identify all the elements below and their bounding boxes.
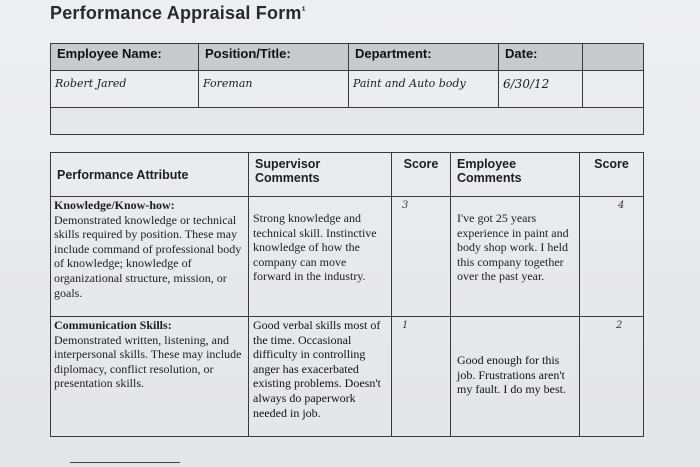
supervisor-comment-cell: Strong knowledge and technical skill. Instinctive knowledge of how the company can move forward in the industry. (249, 197, 392, 317)
info-spacer-row (51, 108, 644, 135)
bottom-rule (70, 462, 180, 463)
supervisor-score-header: Score (392, 153, 451, 197)
attribute-cell-communication (51, 317, 249, 437)
supervisor-comments-header: Supervisor Comments (249, 153, 392, 197)
form-title-text: Performance Appraisal Form (50, 3, 302, 23)
employee-score-header: Score (580, 153, 644, 197)
employee-name-label: Employee Name: (51, 44, 199, 71)
employee-comment-cell: I've got 25 years experience in paint and body shop work. I held this company together over the past year. (451, 197, 580, 317)
table-row (51, 197, 644, 317)
performance-attribute-header: Performance Attribute (51, 153, 249, 197)
department-value: Paint and Auto body (349, 71, 499, 108)
form-title-superscript: ¹ (301, 4, 306, 18)
date-label: Date: (499, 44, 583, 71)
supervisor-comment-cell: Good verbal skills most of the time. Occasional difficulty in controlling anger has exacerbated existing problems. Doesn't always do paperwork needed in job. (249, 317, 392, 437)
attribute-title: Knowledge/Know-how: (54, 198, 175, 212)
info-header-row (51, 44, 644, 71)
employee-score-cell: 2 (580, 317, 644, 437)
department-label: Department: (349, 44, 499, 71)
employee-info-table (50, 43, 644, 135)
info-spacer-cell (51, 108, 644, 135)
info-value-row (51, 71, 644, 108)
attribute-description: Demonstrated written, listening, and interpersonal skills. These may include diplomacy, conflict resolution, or presentation skills. (54, 332, 242, 391)
info-header-empty-cell (583, 44, 644, 71)
employee-name-value: Robert Jared (51, 71, 199, 108)
employee-comment-cell: Good enough for this job. Frustrations aren't my fault. I do my best. (451, 317, 580, 437)
table-row (51, 317, 644, 437)
position-title-label: Position/Title: (199, 44, 349, 71)
supervisor-score-cell: 1 (392, 317, 451, 437)
form-title (50, 3, 306, 24)
attribute-cell-knowledge (51, 197, 249, 317)
supervisor-score-cell: 3 (392, 197, 451, 317)
date-value: 6/30/12 (499, 71, 583, 108)
employee-comments-header: Employee Comments (451, 153, 580, 197)
performance-header-row (51, 153, 644, 197)
position-title-value: Foreman (199, 71, 349, 108)
attribute-description: Demonstrated knowledge or technical skills required by position. These may include command of professional body of knowledge; knowledge of organizational structure, mission, or goals. (54, 212, 242, 300)
employee-score-cell: 4 (580, 197, 644, 317)
info-value-empty-cell (583, 71, 644, 108)
attribute-title: Communication Skills: (54, 318, 172, 332)
performance-table (50, 152, 644, 437)
